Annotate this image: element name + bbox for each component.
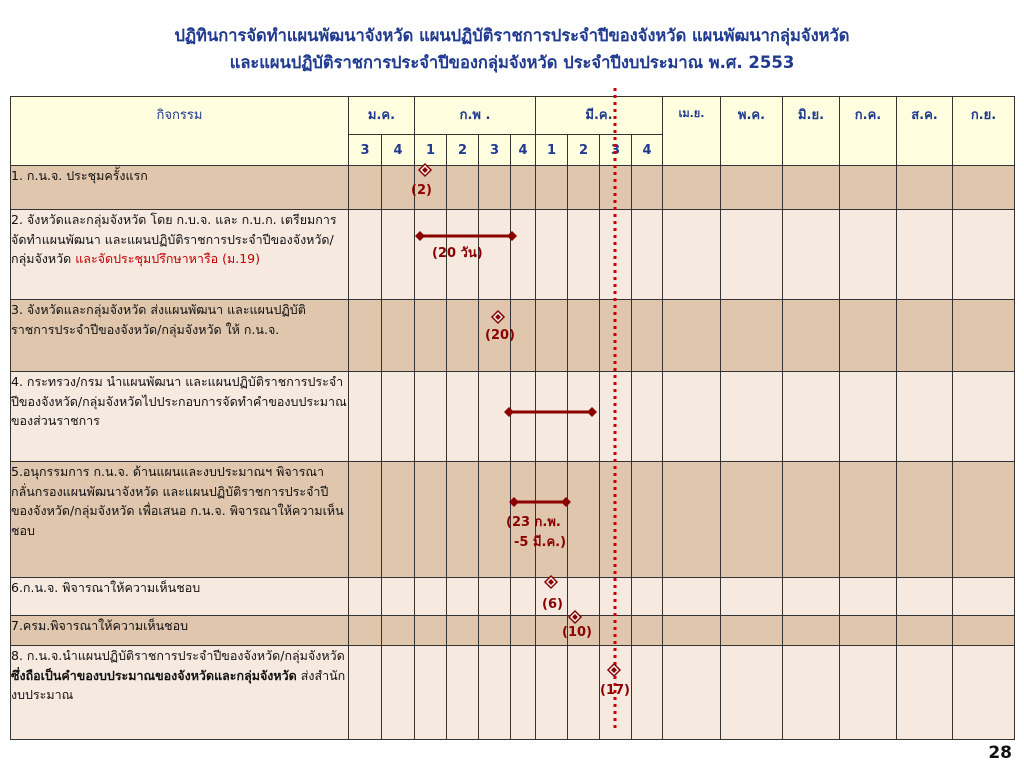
schedule-cell [783,646,840,740]
header-month-mar: มี.ค. [536,97,663,135]
schedule-cell [415,166,447,210]
schedule-cell [663,462,721,578]
schedule-cell [953,462,1015,578]
schedule-cell [953,300,1015,372]
schedule-cell [479,372,511,462]
schedule-cell [632,462,663,578]
schedule-cell [783,616,840,646]
activity-text: 7.ครม.พิจารณาให้ความเห็นชอบ [11,618,189,633]
activity-text: 2. จังหวัดและกลุ่มจังหวัด โดย ก.บ.จ. และ ก.บ.ก. เตรียมการจัดทำแผนพัฒนา และแผนปฏิบัติราชการประจำปีของจังหวัด/กลุ่มจังหวัด [11,212,337,266]
schedule-cell [840,578,897,616]
schedule-cell [382,462,415,578]
schedule-cell [632,210,663,300]
schedule-cell [632,166,663,210]
header-month-jul: ก.ค. [840,97,897,166]
header-week: 1 [415,135,447,166]
schedule-cell [536,616,568,646]
table-row [11,462,1015,578]
schedule-table [10,96,1015,740]
activity-cell [11,578,349,616]
schedule-cell [511,210,536,300]
activity-text: 1. ก.น.จ. ประชุมครั้งแรก [11,168,148,183]
schedule-cell [382,210,415,300]
schedule-cell [479,462,511,578]
activity-cell [11,646,349,740]
header-month-aug: ส.ค. [897,97,953,166]
schedule-cell [897,462,953,578]
activity-cell [11,616,349,646]
schedule-cell [953,210,1015,300]
schedule-cell [600,646,632,740]
schedule-cell [568,166,600,210]
schedule-cell [953,646,1015,740]
schedule-cell [382,646,415,740]
schedule-cell [953,616,1015,646]
schedule-cell [663,166,721,210]
schedule-cell [840,372,897,462]
schedule-cell [600,616,632,646]
schedule-cell [536,372,568,462]
table-row [11,616,1015,646]
activity-text: 6.ก.น.จ. พิจารณาให้ความเห็นชอบ [11,580,201,595]
header-week: 2 [447,135,479,166]
schedule-cell [953,372,1015,462]
schedule-cell [632,646,663,740]
schedule-cell [568,300,600,372]
schedule-cell [721,616,783,646]
schedule-cell [349,646,382,740]
table-row [11,372,1015,462]
schedule-cell [663,372,721,462]
schedule-cell [447,578,479,616]
schedule-cell [632,616,663,646]
schedule-cell [536,646,568,740]
table-row [11,210,1015,300]
schedule-cell [349,578,382,616]
schedule-cell [511,372,536,462]
schedule-cell [511,616,536,646]
schedule-cell [382,372,415,462]
schedule-cell [897,578,953,616]
marker-label: (20) [485,328,515,343]
header-week: 3 [479,135,511,166]
schedule-cell [447,300,479,372]
schedule-cell [897,372,953,462]
header-month-jan: ม.ค. [349,97,415,135]
schedule-cell [415,462,447,578]
page-title [0,22,1024,76]
schedule-cell [840,210,897,300]
schedule-cell [953,578,1015,616]
activity-cell [11,166,349,210]
header-activity: กิจกรรม [11,97,349,166]
schedule-cell [382,300,415,372]
header-week: 4 [382,135,415,166]
activity-cell [11,462,349,578]
schedule-cell [840,462,897,578]
schedule-cell [382,616,415,646]
marker-label: (6) [542,597,563,612]
activity-text: ส่งสำนักงบประมาณ [11,667,346,702]
schedule-cell [447,166,479,210]
schedule-cell [415,616,447,646]
schedule-cell [783,462,840,578]
schedule-cell [663,210,721,300]
activity-cell [11,300,349,372]
schedule-cell [783,166,840,210]
schedule-cell [479,166,511,210]
schedule-cell [382,166,415,210]
schedule-cell [536,210,568,300]
schedule-cell [721,372,783,462]
header-week: 4 [511,135,536,166]
schedule-cell [479,300,511,372]
header-week: 3 [349,135,382,166]
activity-text: 8. ก.น.จ.นำแผนปฏิบัติราชการประจำปีของจังหวัด/กลุ่มจังหวัด [11,648,345,663]
schedule-cell [600,300,632,372]
schedule-cell [632,578,663,616]
schedule-cell [349,616,382,646]
schedule-cell [721,462,783,578]
schedule-cell [479,578,511,616]
schedule-cell [447,462,479,578]
schedule-cell [568,578,600,616]
schedule-cell [600,462,632,578]
table-row [11,646,1015,740]
schedule-cell [840,300,897,372]
schedule-cell [897,166,953,210]
activity-cell [11,210,349,300]
activity-cell [11,372,349,462]
schedule-cell [349,300,382,372]
schedule-cell [415,210,447,300]
marker-label: (23 ก.พ. [506,515,561,530]
schedule-cell [721,646,783,740]
schedule-cell [479,210,511,300]
schedule-cell [840,616,897,646]
header-month-feb: ก.พ . [415,97,536,135]
schedule-cell [600,166,632,210]
schedule-cell [600,578,632,616]
schedule-cell [721,578,783,616]
schedule-cell [382,578,415,616]
schedule-cell [511,646,536,740]
schedule-cell [415,372,447,462]
schedule-cell [349,166,382,210]
schedule-cell [447,210,479,300]
header-week: 2 [568,135,600,166]
schedule-cell [897,646,953,740]
schedule-cell [953,166,1015,210]
header-month-sep: ก.ย. [953,97,1015,166]
schedule-cell [479,616,511,646]
schedule-cell [349,210,382,300]
title-line-1: ปฏิทินการจัดทำแผนพัฒนาจังหวัด แผนปฏิบัติราชการประจำปีของจังหวัด แผนพัฒนากลุ่มจังหวัด [174,26,850,45]
schedule-cell [568,462,600,578]
schedule-cell [349,462,382,578]
schedule-cell [783,300,840,372]
header-month-may: พ.ค. [721,97,783,166]
schedule-cell [897,300,953,372]
activity-text: และจัดประชุมปรึกษาหารือ (ม.19) [75,251,261,266]
schedule-cell [600,372,632,462]
table-row [11,300,1015,372]
schedule-cell [663,578,721,616]
table-row [11,578,1015,616]
header-week: 4 [632,135,663,166]
header-month-apr: เม.ย. [663,97,721,166]
schedule-cell [536,166,568,210]
table-row [11,166,1015,210]
schedule-cell [632,300,663,372]
marker-label: (10) [562,625,592,640]
schedule-cell [536,462,568,578]
schedule-cell [897,616,953,646]
schedule-cell [783,372,840,462]
schedule-cell [632,372,663,462]
schedule-cell [447,372,479,462]
activity-text: ซึ่งถือเป็นคำของบประมาณของจังหวัดและกลุ่มจังหวัด [11,667,297,683]
schedule-cell [840,166,897,210]
activity-text: 3. จังหวัดและกลุ่มจังหวัด ส่งแผนพัฒนา และแผนปฏิบัติราชการประจำปีของจังหวัด/กลุ่มจังหวัด ให้ ก.น.จ. [11,302,306,337]
title-line-2: และแผนปฏิบัติราชการประจำปีของกลุ่มจังหวัด ประจำปีงบประมาณ พ.ศ. 2553 [229,53,795,72]
marker-label: (17) [600,683,630,698]
schedule-cell [663,300,721,372]
page-number: 28 [988,743,1012,763]
schedule-cell [511,300,536,372]
activity-text: 5.อนุกรรมการ ก.น.จ. ด้านแผนและงบประมาณฯ พิจารณา กลั่นกรองแผนพัฒนาจังหวัด และแผนปฏิบัติราชการประจำปีของจังหวัด/กลุ่มจังหวัด เพื่อเสนอ ก.น.จ. พิจารณาให้ความเห็นชอบ [11,464,344,538]
schedule-cell [840,646,897,740]
schedule-cell [479,646,511,740]
schedule-cell [511,578,536,616]
schedule-cell [663,646,721,740]
schedule-cell [447,616,479,646]
schedule-cell [349,372,382,462]
schedule-cell [600,210,632,300]
schedule-cell [415,646,447,740]
schedule-cell [415,300,447,372]
schedule-cell [663,616,721,646]
schedule-cell [721,210,783,300]
schedule-cell [897,210,953,300]
marker-label: (20 วัน) [432,246,483,261]
schedule-cell [721,300,783,372]
schedule-cell [568,210,600,300]
schedule-cell [511,166,536,210]
schedule-cell [783,578,840,616]
schedule-cell [783,210,840,300]
schedule-cell [536,300,568,372]
activity-text: 4. กระทรวง/กรม นำแผนพัฒนา และแผนปฏิบัติราชการประจำปีของจังหวัด/กลุ่มจังหวัดไปประกอบการจัดทำคำของบประมาณของส่วนราชการ [11,374,347,428]
schedule-cell [721,166,783,210]
header-month-jun: มิ.ย. [783,97,840,166]
schedule-cell [447,646,479,740]
schedule-cell [568,616,600,646]
schedule-cell [511,462,536,578]
header-week: 3 [600,135,632,166]
schedule-cell [415,578,447,616]
marker-label: (2) [411,183,432,198]
marker-label: -5 มี.ค.) [514,535,567,550]
schedule-cell [536,578,568,616]
header-week: 1 [536,135,568,166]
schedule-cell [568,646,600,740]
schedule-cell [568,372,600,462]
